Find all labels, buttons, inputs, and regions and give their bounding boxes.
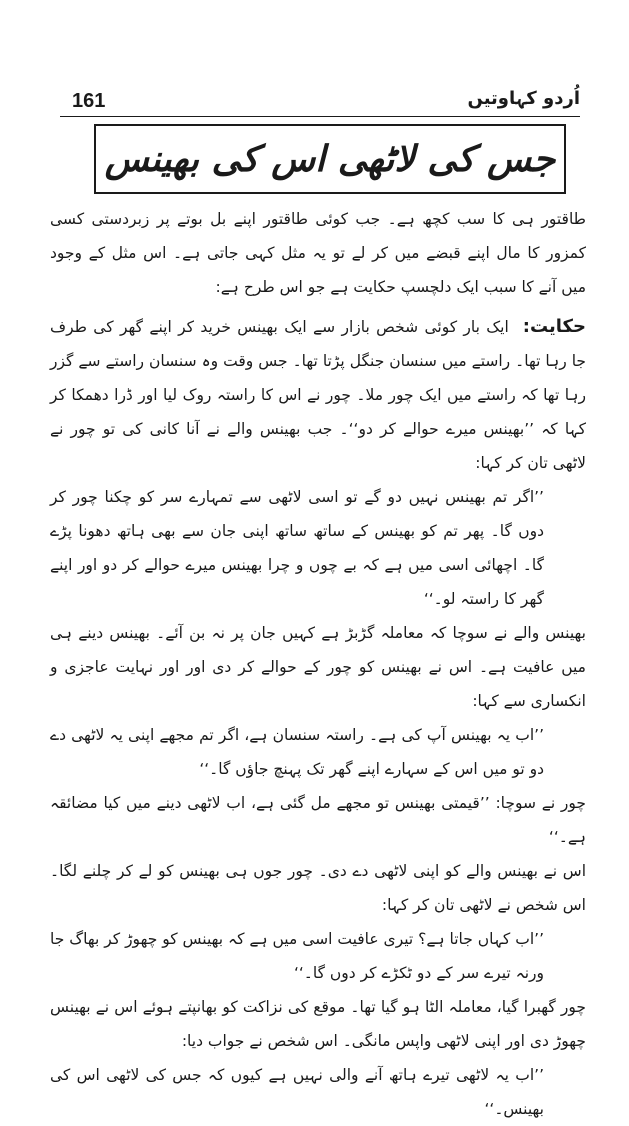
story-paragraph-3: چور نے سوچا: ’’قیمتی بھینس تو مجھے مل گئی ہے، اب لاٹھی دینے میں کیا مضائقہ ہے۔‘‘ — [50, 794, 586, 846]
running-title: اُردو کہاوتیں — [467, 88, 580, 109]
quote-3: ’’اب کہاں جاتا ہے؟ تیری عافیت اسی میں ہے کہ بھینس کو چھوڑ کر بھاگ جا ورنہ تیرے سر کے دو ٹکڑے کر دوں گا۔‘‘ — [50, 930, 544, 982]
story-paragraph-2: بھینس والے نے سوچا کہ معاملہ گڑبڑ ہے کہیں جان پر نہ بن آئے۔ بھینس دینے ہی میں عافیت ہے۔ اس نے بھینس کو چور کے حوالے کر دی اور اور نہایت عاجزی و انکساری سے کہا: — [50, 624, 586, 710]
quote-2: ’’اب یہ بھینس آپ کی ہے۔ راستہ سنسان ہے، اگر تم مجھے اپنی یہ لاٹھی دے دو تو میں اس کے سہارے اپنے گھر تک پہنچ جاؤں گا۔‘‘ — [50, 726, 544, 778]
story-paragraph-1 — [50, 310, 586, 480]
story-paragraph-5: چور گھبرا گیا، معاملہ الٹا ہو گیا تھا۔ موقع کی نزاکت کو بھانپتے ہوئے اس نے بھینس چھوڑ دی اور اپنی لاٹھی واپس مانگی۔ اس شخص نے جواب دیا: — [50, 998, 586, 1050]
quote-1: ’’اگر تم بھینس نہیں دو گے تو اسی لاٹھی سے تمہارے سر کو چکنا چور کر دوں گا۔ پھر تم کو بھینس کے ساتھ ساتھ اپنی جان سے بھی ہاتھ دھونا پڑے گا۔ اچھائی اسی میں ہے کہ بے چوں و چرا بھینس میرے حوالے کر دو اور اپنے گھر کا راستہ لو۔‘‘ — [50, 488, 544, 608]
page-number: 161 — [72, 90, 106, 112]
story-text-1: ایک بار کوئی شخص بازار سے ایک بھینس خرید کر اپنے گھر کی طرف جا رہا تھا۔ راستے میں سنسان جنگل پڑتا تھا۔ جس وقت وہ سنسان راستے سے گزر رہا تھا کہ راستے میں ایک چور ملا۔ چور نے اس کا راستہ روک لیا اور ڈرا دھمکا کر کہا کہ ’’بھینس میرے حوالے کر دو‘‘۔ جب بھینس والے نے آنا کانی کی تو چور نے لاٹھی تان کر کہا: — [50, 318, 586, 472]
page-header — [60, 88, 580, 118]
quote-4: ’’اب یہ لاٹھی تیرے ہاتھ آنے والی نہیں ہے کیوں کہ جس کی لاٹھی اس کی بھینس۔‘‘ — [50, 1066, 544, 1118]
story-label: حکایت: — [522, 316, 586, 337]
intro-paragraph: طاقتور ہی کا سب کچھ ہے۔ جب کوئی طاقتور اپنے بل بوتے پر زبردستی کسی کمزور کا مال اپنے قبضے میں کر لے تو یہ مثل کہی جاتی ہے۔ اس مثل کے وجود میں آنے کا سبب ایک دلچسپ حکایت ہے جو اس طرح ہے: — [50, 210, 586, 296]
chapter-title-box — [94, 124, 566, 194]
chapter-title: جس کی لاٹھی اس کی بھینس — [104, 138, 556, 180]
story-paragraph-4: اس نے بھینس والے کو اپنی لاٹھی دے دی۔ چور جوں ہی بھینس کو لے کر چلنے لگا۔ اس شخص نے لاٹھی تان کر کہا: — [50, 862, 586, 914]
body-text — [50, 202, 586, 1126]
header-rule — [60, 116, 580, 117]
